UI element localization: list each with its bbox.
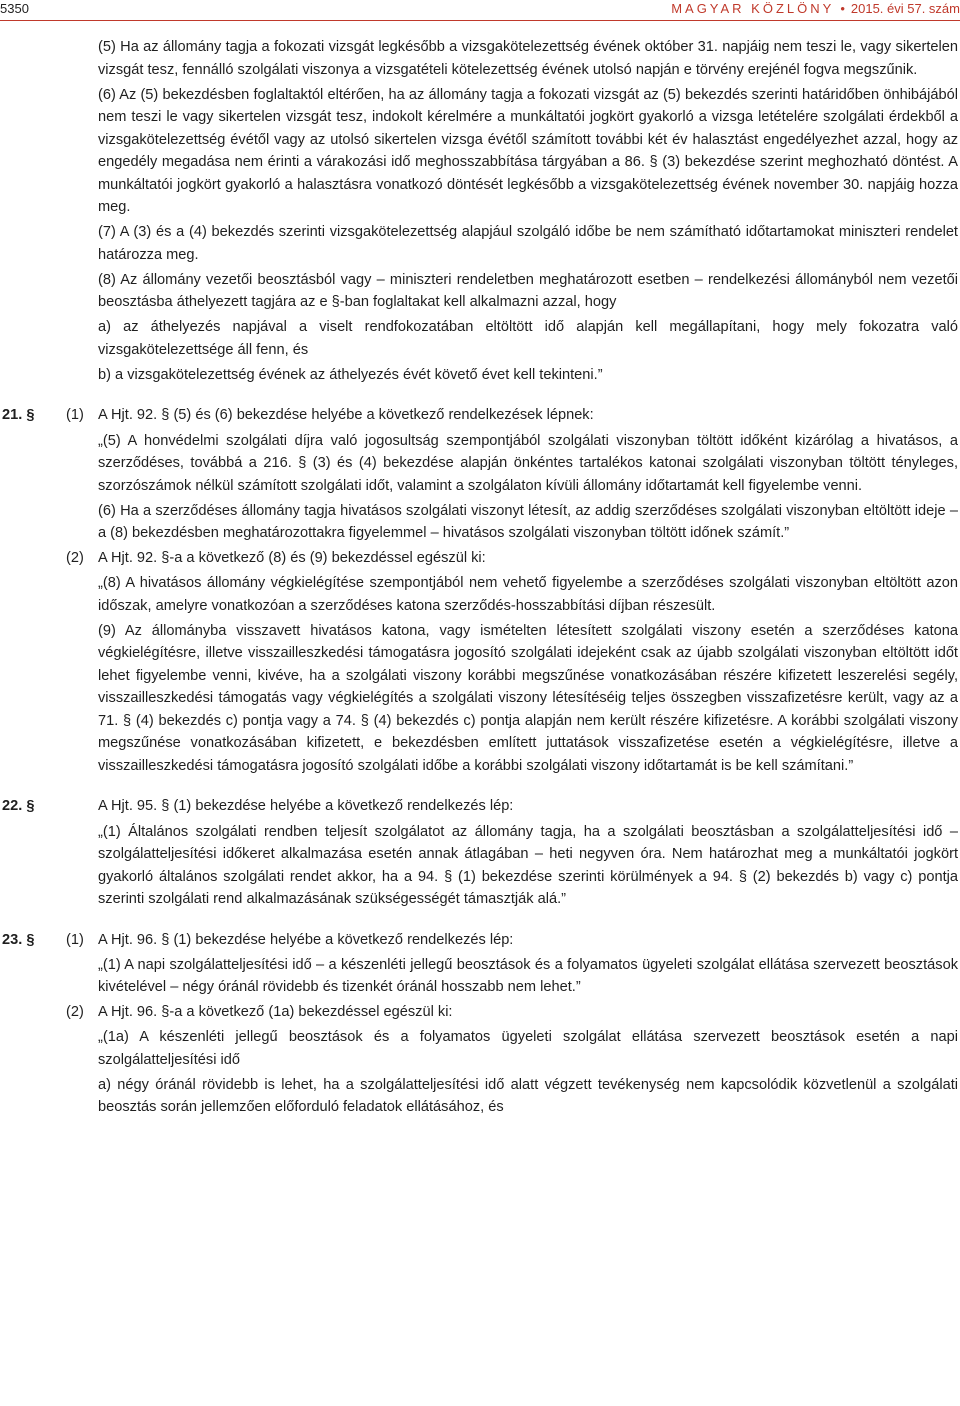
paragraph: a) az áthelyezés napjával a viselt rendfokozatában eltöltött idő alapján kell megállapítani, hogy mely fokozatra való vizsgakötelezettsége áll fenn, és xyxy=(98,319,958,358)
issue-label: 2015. évi 57. szám xyxy=(850,1,960,16)
paragraph: „(1a) A készenléti jellegű beosztások és a folyamatos ügyeleti szolgálat ellátása szervezett beosztások esetén a napi szolgálatteljesítési idő xyxy=(98,1029,958,1068)
paragraph: a) négy óránál rövidebb is lehet, ha a szolgálatteljesítési idő alatt végzett tevékenység nem kapcsolódik közvetlenül a szolgálati beosztás során jellemzően előforduló feladatok ellátásához, és xyxy=(98,1076,958,1116)
header-rule xyxy=(0,20,960,21)
paragraph: (5) Ha az állomány tagja a fokozati vizsgát legkésőbb a vizsgakötelezettség évének október 31. napjáig nem teszi le, vagy sikertelen vizsgát tesz, fennálló szolgálati viszonya a vizsgatételi kötelezettség évének utolsó napján e törvény erejénél fogva megszűnik. xyxy=(98,39,958,78)
subsection xyxy=(0,547,960,777)
subsection xyxy=(0,1001,960,1119)
subsection xyxy=(0,795,960,910)
paragraph: „(8) A hivatásos állomány végkielégítése szempontjából nem vehető figyelembe a szerződéses szolgálati viszonyban eltöltött azon időszak, amelyre vonatkozóan a szerződéses katona szerződés-hosszabbítási díjban részesült. xyxy=(98,575,958,614)
section-21 xyxy=(0,404,960,777)
section-number: 23. § xyxy=(2,931,35,948)
paragraph: A Hjt. 96. §-a a következő (1a) bekezdéssel egészül ki: xyxy=(98,1004,453,1021)
subsection-number: (2) xyxy=(66,1004,84,1021)
paragraph: A Hjt. 95. § (1) bekezdése helyébe a következő rendelkezés lép: xyxy=(98,798,514,815)
subsection-number: (1) xyxy=(66,407,84,424)
paragraph: „(5) A honvédelmi szolgálati díjra való jogosultság szempontjából szolgálati viszonyban töltött időként kizárólag a hivatásos, a szerződéses, továbbá a 216. § (3) és (4) bekezdése alapján önkéntes tartalékos katonai szolgálati viszonyban töltött tényleges, szorzószámok nélkül számított szolgálati időt, valamint a szolgálaton kívüli állomány időtartamát kell figyelembe venni. xyxy=(98,432,958,494)
paragraph: „(1) A napi szolgálatteljesítési idő – a készenléti jellegű beosztások és a folyamatos ügyeleti szolgálat ellátása szervezett beosztások kivételével – négy óránál rövidebb és tizenkét óránál hosszabb nem lehet.” xyxy=(98,956,958,996)
subsection-number: (2) xyxy=(66,550,84,567)
paragraph: (9) Az állományba visszavett hivatásos katona, vagy ismételten létesített szolgálati viszony esetén a szerződéses katona végkielégítésre, illetve visszailleszkedési támogatásra jogosító szolgálati idejeként csak az újabb szolgálati viszonyban eltöltött időt lehet figyelembe venni, kivéve, ha a szolgálati viszony korábbi megszűnése vonatkozásában részére kifizetett leszerelési segély, visszailleszkedési támogatás vagy végkielégítés a szolgálati viszony létesítéséig teljes összegben visszafizetésre került, vagy az a 71. § (4) bekezdés c) pontja vagy a 74. § (4) bekezdés c) pontja alapján nem került részére kifizetésre. A korábbi szolgálati viszony megszűnése vonatkozásában kifizetett, e bekezdésben említett juttatások visszafizetése esetén a végkielégítésre, illetve a visszailleszkedési támogatásra jogosító szolgálati időbe a korábbi szolgálati viszony időtartamát is be kell számítani.” xyxy=(98,622,958,774)
paragraph: (7) A (3) és a (4) bekezdés szerinti vizsgakötelezettség alapjául szolgáló időbe be nem számítható időtartamokat miniszteri rendelet határozza meg. xyxy=(98,224,958,263)
section-22 xyxy=(0,795,960,910)
paragraph: b) a vizsgakötelezettség évének az áthelyezés évét követő évet kell tekinteni.” xyxy=(98,366,603,383)
publication-title: MAGYAR KÖZLÖNY xyxy=(671,1,835,16)
subsection xyxy=(0,929,960,999)
document-body xyxy=(0,36,960,1122)
paragraph: (6) Ha a szerződéses állomány tagja hivatásos szolgálati viszonyt létesít, az addig szerződéses szolgálati viszonyban eltöltött ideje – a (8) bekezdésben meghatározottakra figyelemmel – hivatásos szolgálati viszonyban töltött időnek számít.” xyxy=(98,502,958,542)
publication-info xyxy=(671,0,960,18)
paragraph: (8) Az állomány vezetői beosztásból vagy – miniszteri rendeletben meghatározott esetben – rendelkezési állományból nem vezetői beosztásba áthelyezett tagjára az e §-ban foglaltakat kell alkalmazni azzal, hogy xyxy=(98,271,958,311)
paragraph: „(1) Általános szolgálati rendben teljesít szolgálatot az állomány tagja, ha a szolgálati beosztásban a szolgálatteljesítési idő – szolgálatteljesítési időkeret alkalmazása esetén annak átlagában – heti negyven óra. Nem határozhat meg a munkáltatói jogkört gyakorló általános szolgálati rendet akkor, ha a 94. § (1) bekezdése szerinti körülmények a 94. § (2) bekezdés b) vagy c) pontja szerinti szolgálati rend alkalmazásának szükségességét támasztják alá.” xyxy=(98,823,958,908)
subsection-number: (1) xyxy=(66,931,84,948)
page-number: 5350 xyxy=(0,1,29,16)
section-number: 21. § xyxy=(2,407,35,424)
separator-dot: • xyxy=(840,1,845,16)
paragraph: A Hjt. 96. § (1) bekezdése helyébe a következő rendelkezés lép: xyxy=(98,931,514,948)
section-23 xyxy=(0,929,960,1119)
paragraph: A Hjt. 92. § (5) és (6) bekezdése helyébe a következő rendelkezések lépnek: xyxy=(98,407,594,424)
subsection xyxy=(0,404,960,544)
paragraph: (6) Az (5) bekezdésben foglaltaktól eltérően, ha az állomány tagja a fokozati vizsgát az (5) bekezdés szerinti határidőben önhibájából nem teszi le vagy sikertelen vizsgát tesz, indokolt kérelmére a munkáltatói jogkört gyakorló a vizsga letételére szolgálati érdekből a vizsgakötelezettség évétől vagy az utolsó sikertelen vizsga évétől számított további két év halasztást engedélyezhet azzal, hogy az engedély megadása nem érinti a várakozási idő meghosszabbítása tárgyában a 86. § (3) bekezdése szerint meghozható döntést. A munkáltatói jogkört gyakorló a halasztásra vonatkozó döntését legkésőbb a vizsgakötelezettség évének november 30. napjáig hozza meg. xyxy=(98,86,958,216)
section-number: 22. § xyxy=(2,798,35,815)
page-header xyxy=(0,0,960,22)
paragraph: A Hjt. 92. §-a a következő (8) és (9) bekezdéssel egészül ki: xyxy=(98,550,486,567)
